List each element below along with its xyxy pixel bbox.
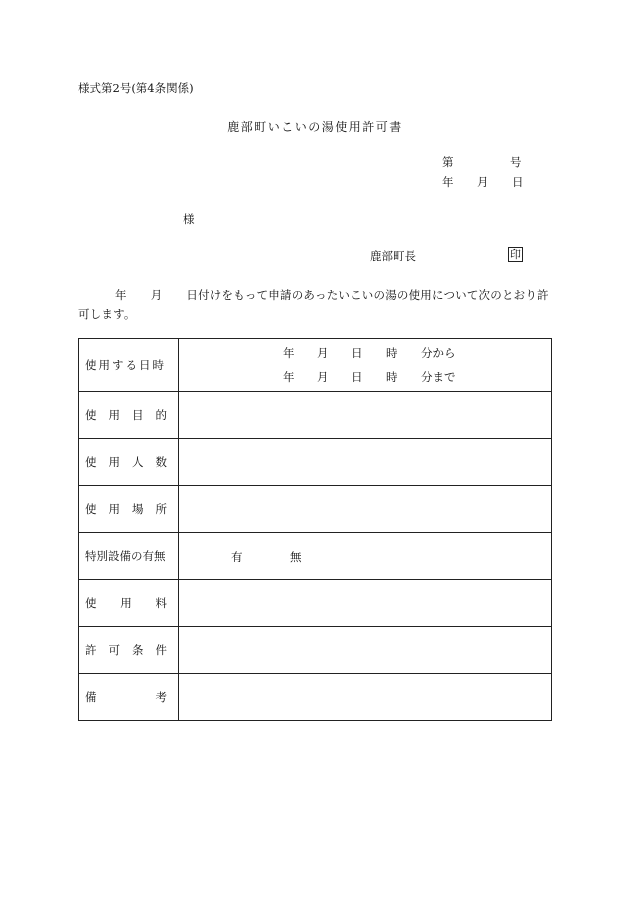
table-row-place (79, 486, 552, 533)
issuer-name: 鹿部町長 (370, 249, 416, 263)
permission-statement (78, 286, 550, 324)
document-title: 鹿部町いこいの湯使用許可書 (227, 120, 403, 134)
issue-date-year: 年 (442, 175, 454, 189)
place-cell (179, 486, 552, 533)
table-row-datetime (79, 339, 552, 392)
form-number: 様式第2号(第4条関係) (78, 81, 194, 95)
table-row-fee (79, 580, 552, 627)
equipment-yes: 有 (231, 550, 243, 564)
table-row-remarks (79, 674, 552, 721)
table-row-equipment (79, 533, 552, 580)
doc-number-go: 号 (510, 155, 522, 169)
seal-stamp-box: 印 (510, 248, 521, 261)
table-row-people (79, 439, 552, 486)
label-datetime: 使用する日時 (79, 339, 179, 392)
label-remarks: 備 考 (79, 674, 179, 721)
issue-date-day: 日 (512, 175, 524, 189)
remarks-cell (179, 674, 552, 721)
fee-cell (179, 580, 552, 627)
label-equipment: 特別設備の有無 (79, 533, 179, 580)
body-year: 年 (115, 288, 127, 302)
people-cell (179, 439, 552, 486)
addressee-sama: 様 (183, 212, 195, 226)
doc-number-dai: 第 (442, 155, 454, 169)
permit-table (78, 338, 552, 721)
label-people: 使 用 人 数 (79, 439, 179, 486)
purpose-cell (179, 392, 552, 439)
datetime-cell (179, 339, 552, 392)
label-conditions: 許 可 条 件 (79, 627, 179, 674)
body-text: 日付けをもって申請のあったいこいの湯の使用について次のとおり許可します。 (78, 288, 549, 321)
label-place: 使 用 場 所 (79, 486, 179, 533)
conditions-cell (179, 627, 552, 674)
datetime-from: 年 月 日 時 分から (283, 346, 456, 360)
table-row-conditions (79, 627, 552, 674)
datetime-to: 年 月 日 時 分まで (283, 370, 456, 384)
equipment-cell (179, 533, 552, 580)
equipment-no: 無 (290, 550, 302, 564)
table-row-purpose (79, 392, 552, 439)
body-month: 月 (150, 288, 163, 302)
label-fee: 使 用 料 (79, 580, 179, 627)
issue-date-month: 月 (477, 175, 489, 189)
label-purpose: 使 用 目 的 (79, 392, 179, 439)
